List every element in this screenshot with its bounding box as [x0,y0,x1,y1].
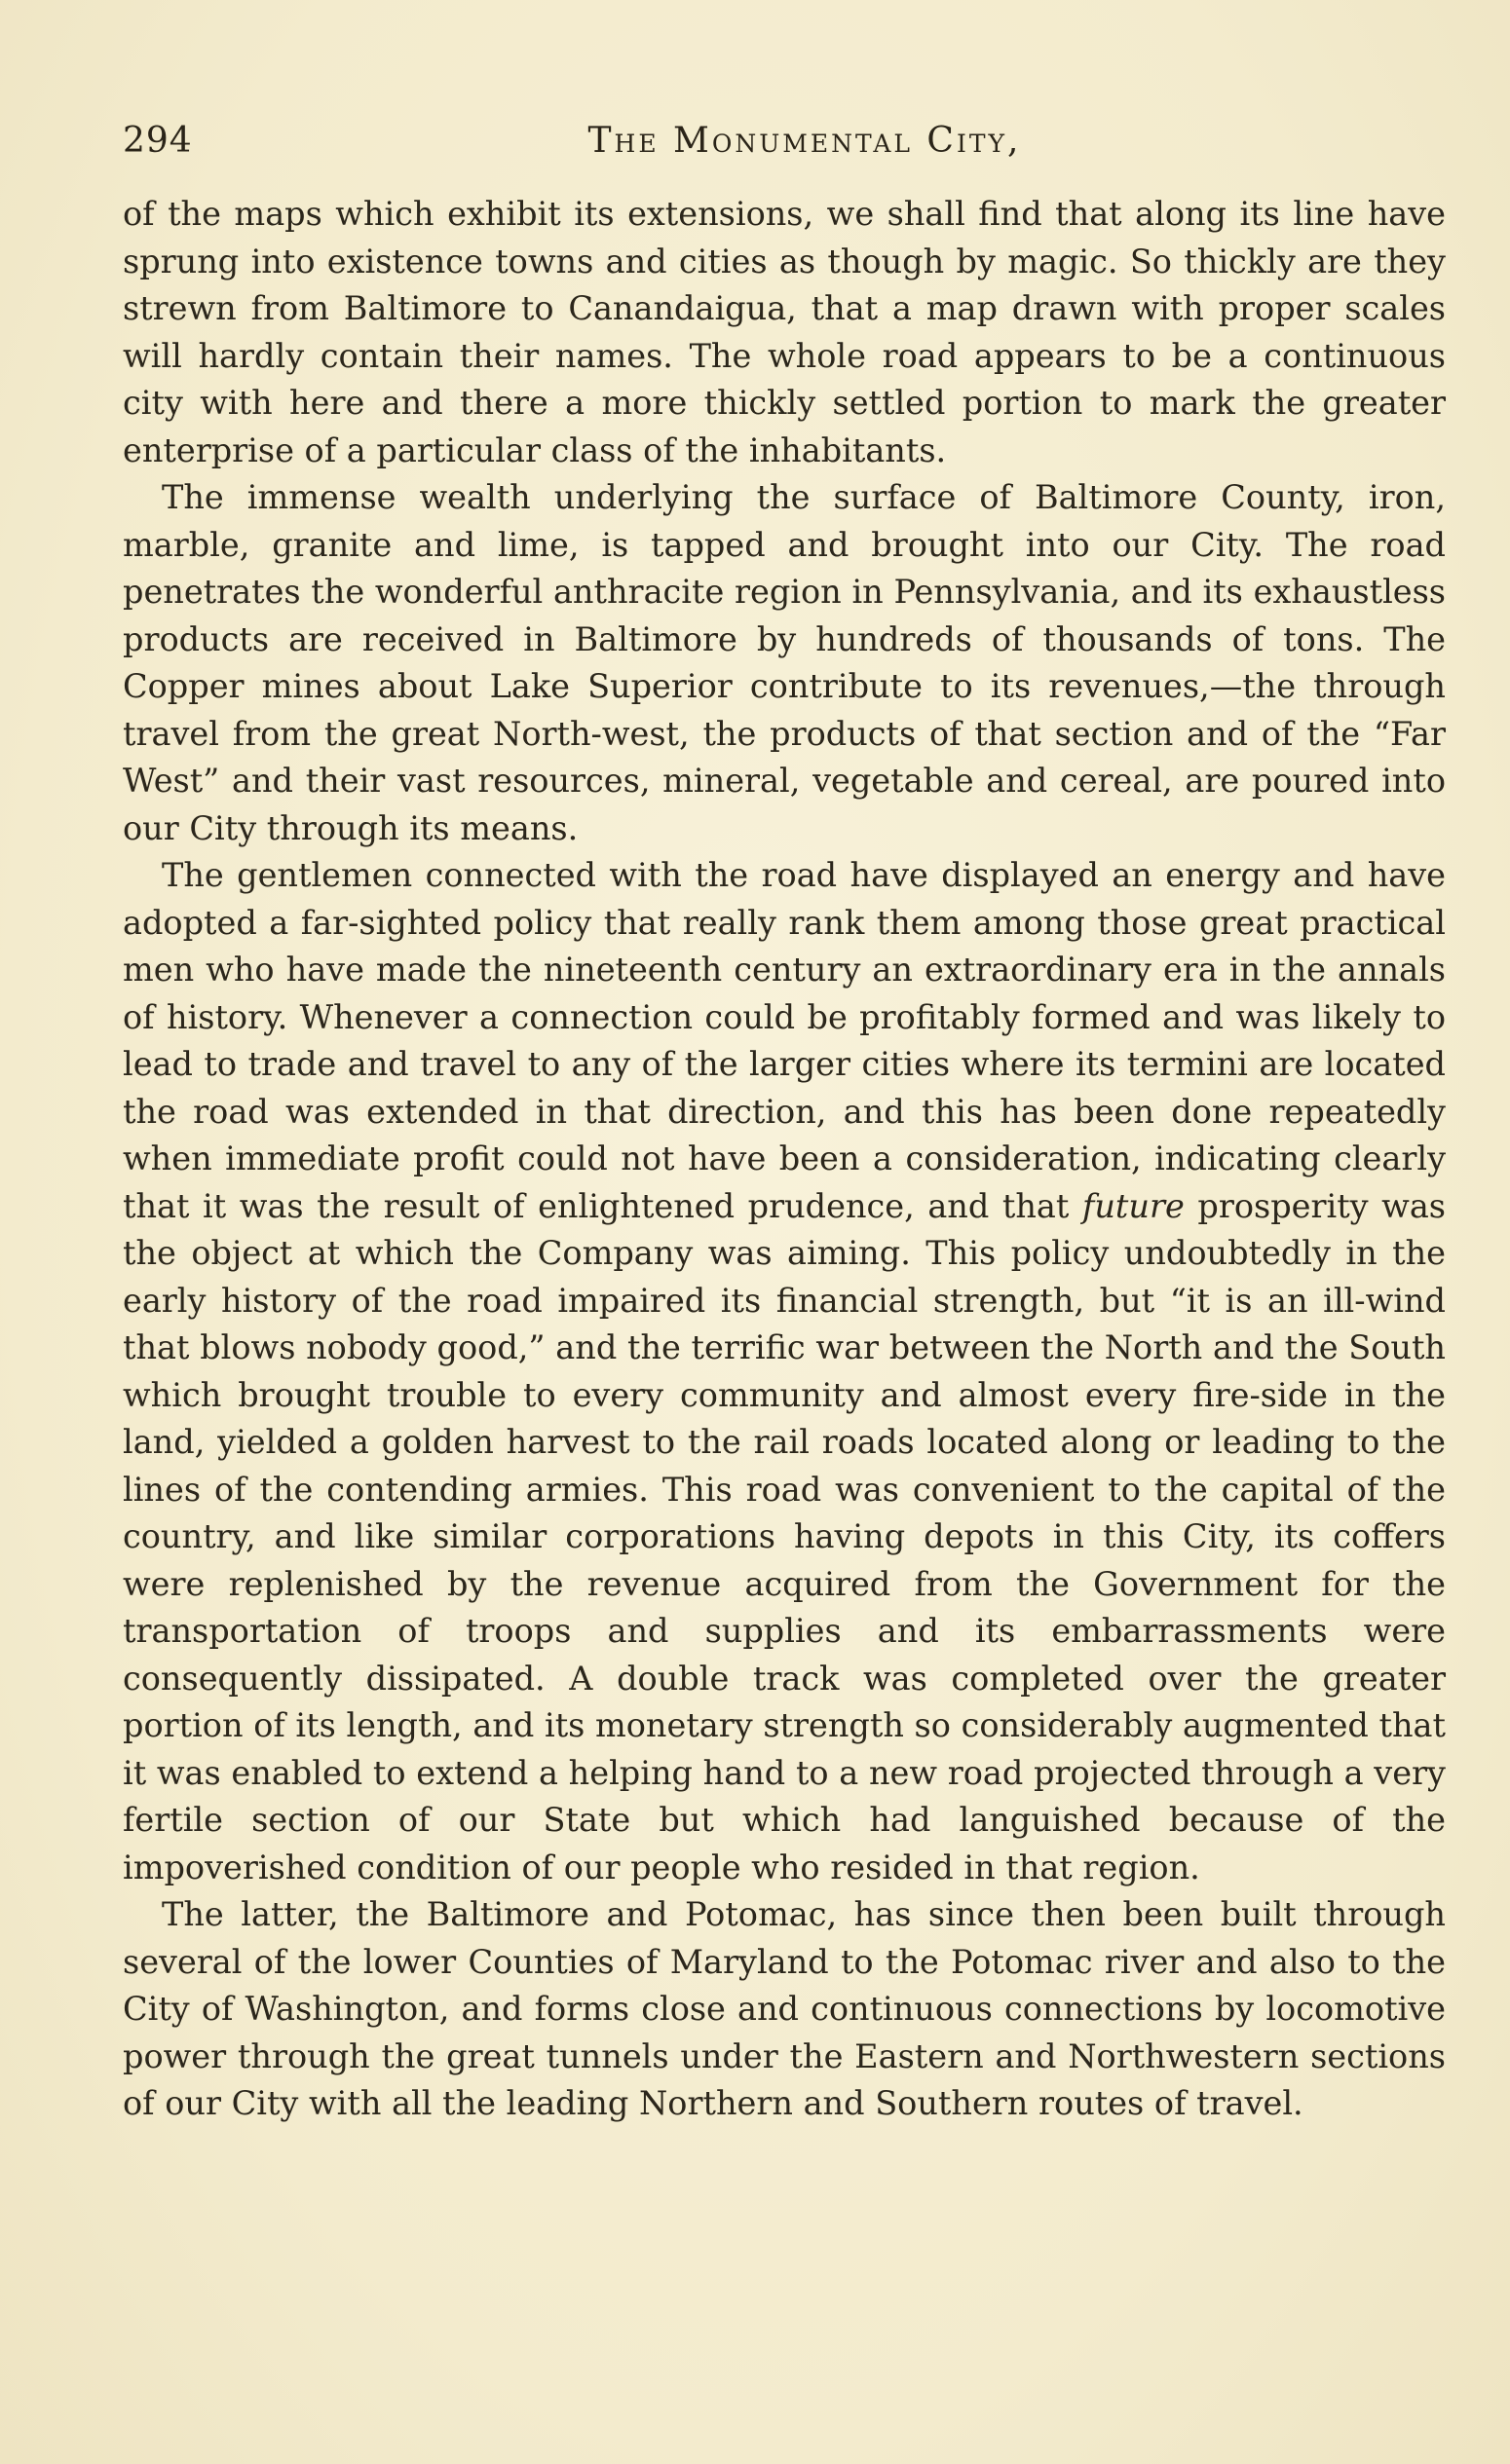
paragraph-1: of the maps which exhibit its extensions, we shall find that along its line have sprung into existence towns and cities as though by magic. So thickly are they strewn from Baltimore to Canandaigua, that a map drawn with proper scales will hardly contain their names. The whole road appears to be a continuous city with here and there a more thickly settled portion to mark the greater enterprise of a particular class of the inhabitants. [123,195,1446,469]
running-head: The Monumental City, [587,121,1022,161]
body-text [123,191,1446,2128]
paragraph-2: The immense wealth underlying the surface of Baltimore County, iron, marble, granite and lime, is tapped and brought into our City. The road penetrates the wonderful anthracite region in Pennsylvania, and its exhaustless products are received in Baltimore by hundreds of thousands of tons. The Copper mines about Lake Superior contribute to its revenues,—the through travel from the great North-west, the products of that section and of the “Far West” and their vast resources, mineral, vegetable and cereal, are poured into our City through its means. [123,478,1446,847]
paragraph-3-part-1: The gentlemen connected with the road have displayed an energy and have adopted a far-sighted policy that really rank them among those great practical men who have made the nineteenth century an extraordinary era in the annals of history. Whenever a connection could be profitably formed and was likely to lead to trade and travel to any of the larger cities where its termini are located the road was extended in that direction, and this has been done repeatedly when immediate profit could not have been a consideration, indicating clearly that it was the result of enlightened prudence, and that [123,856,1446,1225]
paragraph-3-part-2: prosperity was the object at which the Company was aiming. This policy undoubtedly in the early history of the road impaired its financial strength, but “it is an ill-wind that blows nobody good,” and the terrific war between the North and the South which brought trouble to every community and almost every fire-side in the land, yielded a golden harvest to the rail roads located along or leading to the lines of the contending armies. This road was convenient to the capital of the country, and like similar corporations having depots in this City, its coffers were replenished by the revenue acquired from the Government for the transportation of troops and supplies and its embarrassments were consequently dissipated. A double track was completed over the greater portion of its length, and its monetary strength so considerably augmented that it was enabled to extend a helping hand to a new road projected through a very fertile section of our State but which had languished because of the impoverished condition of our people who resided in that region. [123,1186,1447,1886]
page-header [123,121,1448,169]
paragraph-4: The latter, the Baltimore and Potomac, has since then been built through several of the lower Counties of Maryland to the Potomac river and also to the City of Washington, and forms close and continuous connections by locomotive power through the great tunnels under the Eastern and Northwestern sections of our City with all the leading Northern and Southern routes of travel. [123,1895,1446,2122]
page-number: 294 [123,121,193,161]
italic-future: future [1081,1186,1185,1225]
paragraph-3 [123,852,1446,1891]
